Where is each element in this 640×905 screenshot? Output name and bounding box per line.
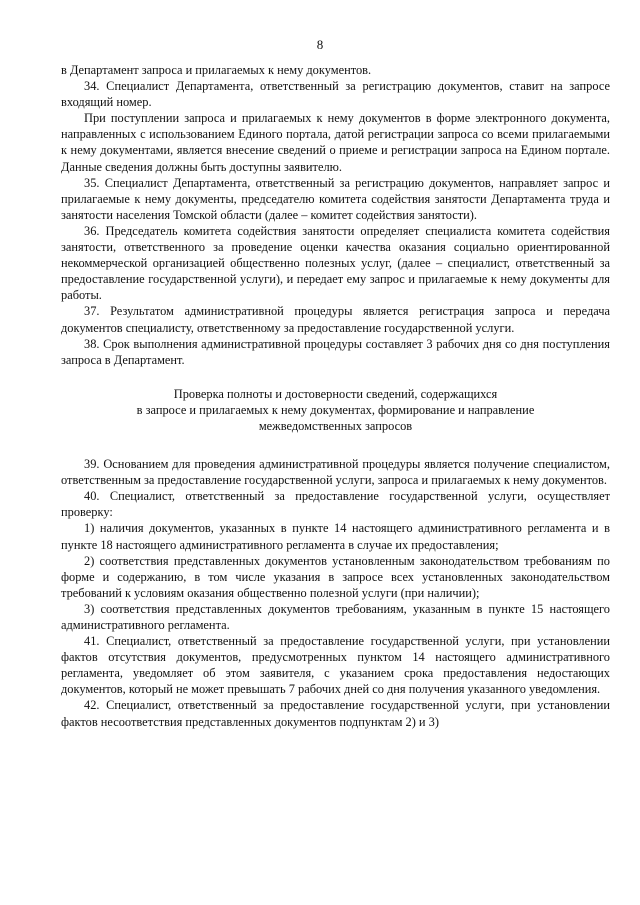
page-number: 8 — [316, 37, 324, 52]
paragraph-p34b: При поступлении запроса и прилагаемых к нему документов в форме электронного документа, направленных с использованием Единого портала, датой регистрации запроса со всеми прилагаемыми к нему документами, является внесение сведений о приеме и регистрации запроса на Едином портале. Данные сведения должны быть доступны заявителю. — [61, 111, 610, 174]
paragraph-p41: 41. Специалист, ответственный за предоставление государственной услуги, при установлении фактов отсутствия документов, предусмотренных пунктом 14 настоящего административного регламента, уведомляет об этом заявителя, с указанием срока предоставления недостающих документов, который не может превышать 7 рабочих дней со дня получения указанного уведомления. — [61, 634, 610, 697]
top-section — [61, 62, 610, 368]
paragraph-p36: 36. Председатель комитета содействия занятости определяет специалиста комитета содействия занятости, ответственного за проведение оценки качества оказания социально ориентированной некоммерческой организацией общественно полезных услуг, (далее – специалист, ответственный за предоставление государственной услуги), и передает ему запрос и прилагаемые к нему документы для работы. — [61, 223, 610, 303]
paragraph-p34: 34. Специалист Департамента, ответственный за регистрацию документов, ставит на запросе входящий номер. — [61, 79, 610, 110]
paragraph-p40: 40. Специалист, ответственный за предоставление государственной услуги, осуществляет проверку: — [61, 489, 610, 520]
paragraph-p40_3: 3) соответствия представленных документов требованиям, указанным в пункте 15 настоящего административного регламента. — [61, 601, 610, 632]
section-heading-line-2: в запросе и прилагаемых к нему документах, формирование и направление — [136, 402, 535, 417]
section-heading-line-3: межведомственных запросов — [258, 418, 413, 433]
paragraph-p0: в Департамент запроса и прилагаемых к нему документов. — [61, 63, 372, 77]
section-heading — [91, 386, 580, 434]
paragraph-p37: 37. Результатом административной процедуры является регистрация запроса и передача документов специалисту, ответственному за предоставление государственной услуги. — [61, 304, 610, 335]
section-heading-line-1: Проверка полноты и достоверности сведений, содержащихся — [173, 386, 498, 401]
bottom-section — [61, 456, 610, 730]
paragraph-p40_1: 1) наличия документов, указанных в пункте 14 настоящего административного регламента и в пункте 18 настоящего административного регламента в случае их предоставления; — [61, 521, 610, 552]
paragraph-p42: 42. Специалист, ответственный за предоставление государственной услуги, при установлении фактов несоответствия представленных документов подпунктам 2) и 3) — [61, 698, 610, 729]
paragraph-p40_2: 2) соответствия представленных документов установленным законодательством требованиям по форме и содержанию, в том числе указания в запросе всех установленных законодательством требований к условиям оказания общественно полезной услуги (при наличии); — [61, 553, 610, 600]
paragraph-p38: 38. Срок выполнения административной процедуры составляет 3 рабочих дня со дня поступления запроса в Департамент. — [61, 336, 610, 367]
paragraph-p39: 39. Основанием для проведения административной процедуры является получение специалистом, ответственным за предоставление государственной услуги, запроса и прилагаемых к нему документов. — [61, 457, 610, 488]
document-body — [61, 62, 610, 730]
paragraph-p35: 35. Специалист Департамента, ответственный за регистрацию документов, направляет запрос и прилагаемые к нему документы, председателю комитета содействия занятости Департамента труда и занятости населения Томской области (далее – комитет содействия занятости). — [61, 175, 610, 222]
